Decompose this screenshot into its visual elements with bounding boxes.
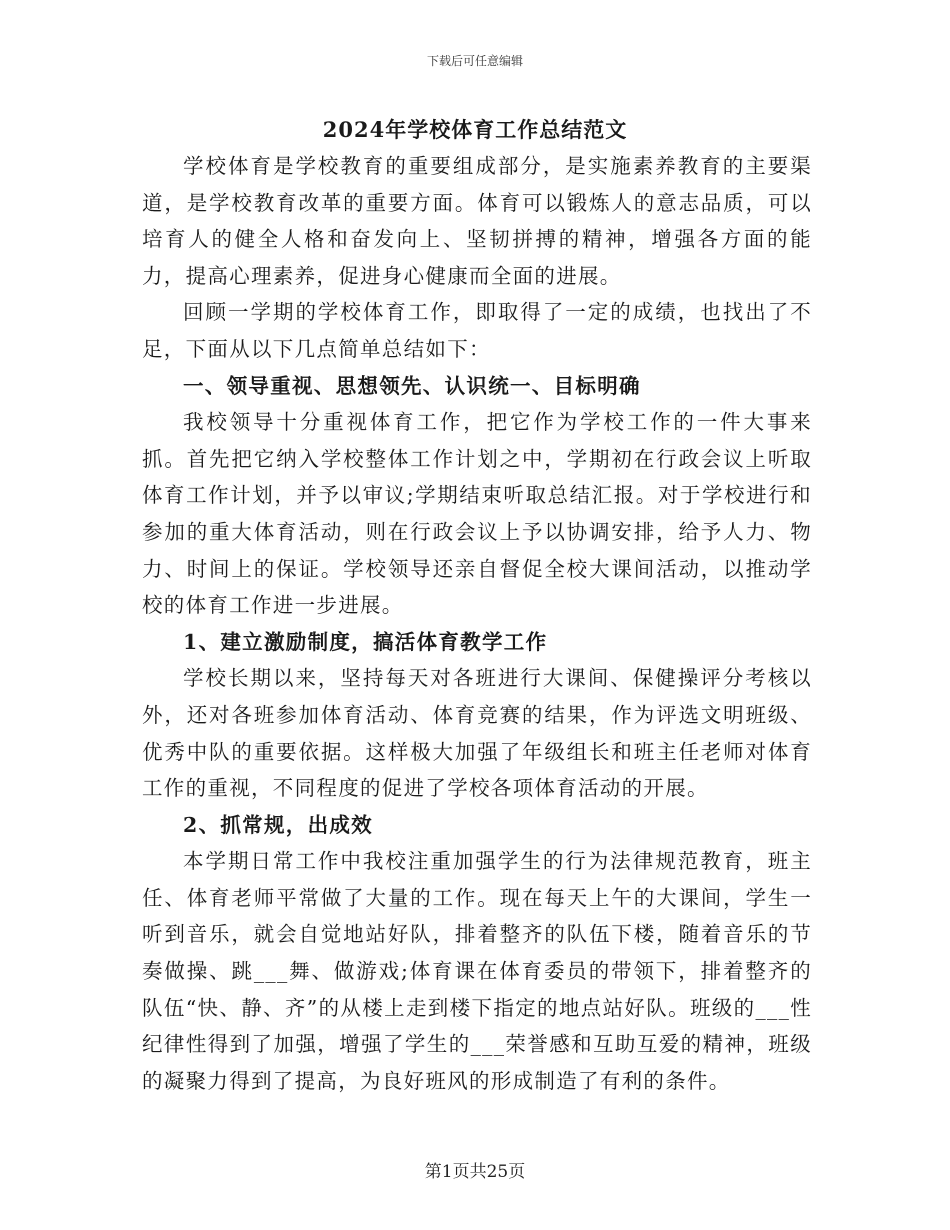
paragraph-review: 回顾一学期的学校体育工作，即取得了一定的成绩，也找出了不足，下面从以下几点简单总结如下：	[142, 300, 812, 361]
paragraph-routine: 本学期日常工作中我校注重加强学生的行为法律规范教育，班主任、体育老师平常做了大量的工作。现在每天上午的大课间，学生一听到音乐，就会自觉地站好队，排着整齐的队伍下楼，随着音乐的节奏做操、跳___舞、做游戏;体育课在体育委员的带领下，排着整齐的队伍“快、静、齐”的从楼上走到楼下指定的地点站好队。班级的___性纪律性得到了加强，增强了学生的___荣誉感和互助互爱的精神，班级的凝聚力得到了提高，为良好班风的形成制造了有利的条件。	[142, 849, 812, 1093]
paragraph-leadership: 我校领导十分重视体育工作，把它作为学校工作的一件大事来抓。首先把它纳入学校整体工作计划之中，学期初在行政会议上听取体育工作计划，并予以审议;学期结束听取总结汇报。对于学校进行和参加的重大体育活动，则在行政会议上予以协调安排，给予人力、物力、时间上的保证。学校领导还亲自督促全校大课间活动，以推动学校的体育工作进一步进展。	[142, 410, 812, 618]
paragraph-intro: 学校体育是学校教育的重要组成部分，是实施素养教育的主要渠道，是学校教育改革的重要方面。体育可以锻炼人的意志品质，可以培育人的健全人格和奋发向上、坚韧拼搏的精神，增强各方面的能力，提高心理素养，促进身心健康而全面的进展。	[142, 154, 812, 288]
header-note: 下载后可任意编辑	[426, 54, 523, 68]
document-title: 2024年学校体育工作总结范文	[322, 117, 628, 142]
page-number-footer: 第1页共25页	[424, 1162, 526, 1182]
paragraph-incentive: 学校长期以来，坚持每天对各班进行大课间、保健操评分考核以外，还对各班参加体育活动、体育竞赛的结果，作为评选文明班级、优秀中队的重要依据。这样极大加强了年级组长和班主任老师对体育工作的重视，不同程度的促进了学校各项体育活动的开展。	[142, 666, 812, 801]
subsection-heading-2: 2、抓常规，出成效	[183, 812, 373, 837]
subsection-heading-1: 1、建立激励制度，搞活体育教学工作	[183, 629, 548, 654]
document-body	[142, 148, 812, 1099]
section-heading-1: 一、领导重视、思想领先、认识统一、目标明确	[183, 373, 641, 398]
